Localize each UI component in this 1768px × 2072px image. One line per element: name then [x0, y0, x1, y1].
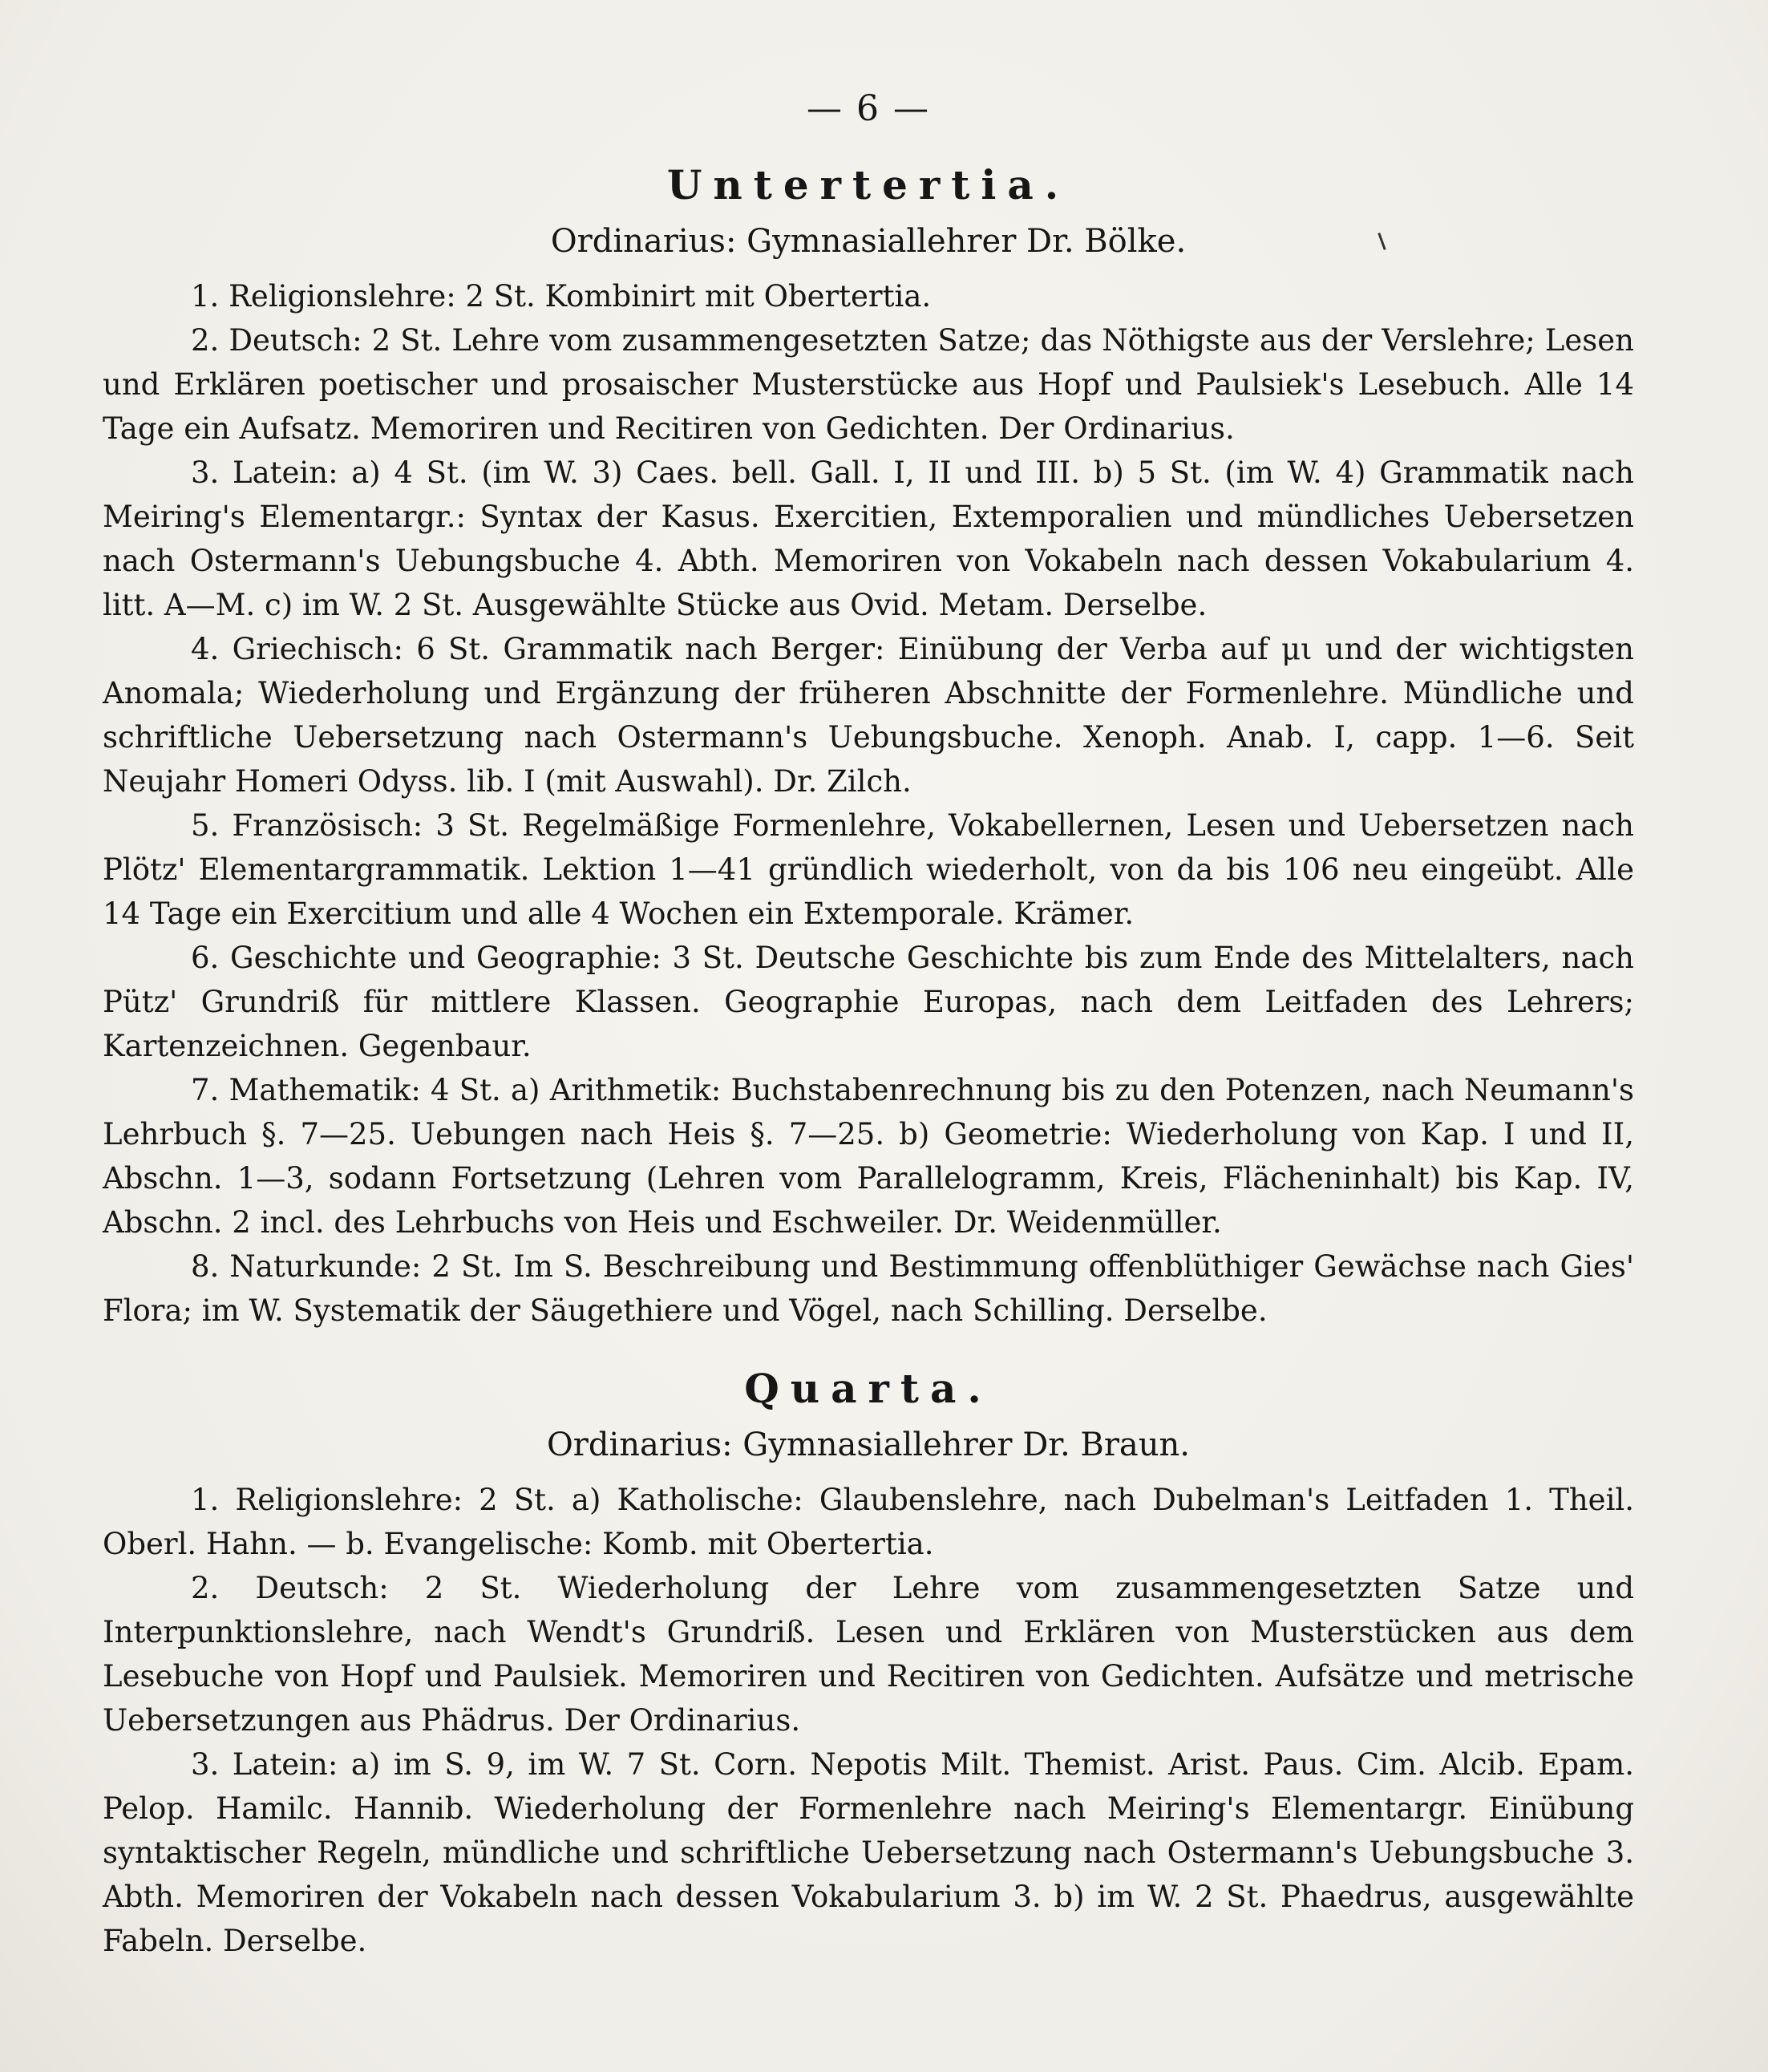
item-deutsch: 2. Deutsch: 2 St. Wiederholung der Lehre vom zusammengesetzten Satze und Interpunktionslehre, nach Wendt's Grundriß. Lesen und Erklären von Musterstücken aus dem Lesebuche von Hopf und Paulsiek. Memoriren und Recitiren von Gedichten. Aufsätze und metrische Uebersetzungen aus Phädrus. Der Ordinarius.: [103, 1571, 1634, 1738]
item-religionslehre: 1. Religionslehre: 2 St. a) Katholische: Glaubenslehre, nach Dubelman's Leitfaden 1. Theil. Oberl. Hahn. — b. Evangelische: Komb. mit Obertertia.: [103, 1483, 1634, 1561]
item-geschichte: 6. Geschichte und Geographie: 3 St. Deutsche Geschichte bis zum Ende des Mittelalters, nach Pütz' Grundriß für mittlere Klassen. Geographie Europas, nach dem Leitfaden des Lehrers; Kartenzeichnen. Gegenbaur.: [103, 941, 1634, 1063]
section-gap: [103, 1333, 1634, 1365]
item-religionslehre: 1. Religionslehre: 2 St. Kombinirt mit Obertertia.: [191, 279, 932, 314]
item-griechisch: 4. Griechisch: 6 St. Grammatik nach Berger: Einübung der Verba auf μι und der wichtigsten Anomala; Wiederholung und Ergänzung der früheren Abschnitte der Formenlehre. Mündliche und schriftliche Uebersetzung nach Ostermann's Uebungsbuche. Xenoph. Anab. I, capp. 1—6. Seit Neujahr Homeri Odyss. lib. I (mit Auswahl). Dr. Zilch.: [103, 632, 1634, 799]
item-mathematik: 7. Mathematik: 4 St. a) Arithmetik: Buchstabenrechnung bis zu den Potenzen, nach Neumann's Lehrbuch §. 7—25. Uebungen nach Heis §. 7—25. b) Geometrie: Wiederholung von Kap. I und II, Abschn. 1—3, sodann Fortsetzung (Lehren vom Parallelogramm, Kreis, Flächeninhalt) bis Kap. IV, Abschn. 2 incl. des Lehrbuchs von Heis und Eschweiler. Dr. Weidenmüller.: [103, 1073, 1634, 1240]
section-heading-quarta: Quarta.: [744, 1365, 993, 1412]
ordinarius-untertertia: Ordinarius: Gymnasiallehrer Dr. Bölke.: [550, 223, 1187, 260]
item-franzoesisch: 5. Französisch: 3 St. Regelmäßige Formenlehre, Vokabellernen, Lesen und Uebersetzen nach Plötz' Elementargrammatik. Lektion 1—41 gründlich wiederholt, von da bis 106 neu eingeübt. Alle 14 Tage ein Exercitium und alle 4 Wochen ein Extemporale. Krämer.: [103, 808, 1634, 931]
section-heading-untertertia: Untertertia.: [666, 161, 1070, 208]
item-latein: 3. Latein: a) im S. 9, im W. 7 St. Corn. Nepotis Milt. Themist. Arist. Paus. Cim. Alcib. Epam. Pelop. Hamilc. Hannib. Wiederholung der Formenlehre nach Meiring's Elementargr. Einübung syntaktischer Regeln, mündliche und schriftliche Uebersetzung nach Ostermann's Uebungsbuche 3. Abth. Memoriren der Vokabeln nach dessen Vokabularium 3. b) im W. 2 St. Phaedrus, ausgewählte Fabeln. Derselbe.: [103, 1747, 1634, 1958]
item-deutsch: 2. Deutsch: 2 St. Lehre vom zusammengesetzten Satze; das Nöthigste aus der Verslehre; Lesen und Erklären poetischer und prosaischer Musterstücke aus Hopf und Paulsiek's Lesebuch. Alle 14 Tage ein Aufsatz. Memoriren und Recitiren von Gedichten. Der Ordinarius.: [103, 323, 1634, 446]
page-number: — 6 —: [807, 88, 930, 129]
ordinarius-quarta: Ordinarius: Gymnasiallehrer Dr. Braun.: [546, 1427, 1191, 1463]
page-content: [103, 88, 1634, 1963]
item-latein: 3. Latein: a) 4 St. (im W. 3) Caes. bell. Gall. I, II und III. b) 5 St. (im W. 4) Grammatik nach Meiring's Elementargr.: Syntax der Kasus. Exercitien, Extemporalien und mündliches Uebersetzen nach Ostermann's Uebungsbuche 4. Abth. Memoriren von Vokabeln nach dessen Vokabularium 4. litt. A—M. c) im W. 2 St. Ausgewählte Stücke aus Ovid. Metam. Derselbe.: [103, 455, 1634, 622]
item-naturkunde: 8. Naturkunde: 2 St. Im S. Beschreibung und Bestimmung offenblüthiger Gewächse nach Gies' Flora; im W. Systematik der Säugethiere und Vögel, nach Schilling. Derselbe.: [103, 1249, 1634, 1328]
